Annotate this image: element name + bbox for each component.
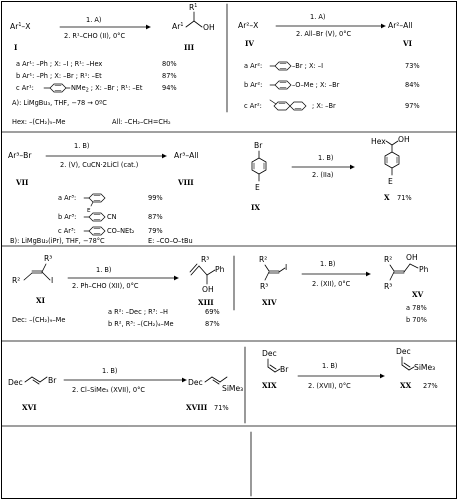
svg-text:E: E	[87, 208, 91, 214]
compound-label-VII: VII	[16, 178, 29, 187]
svg-text:2. (XII), 0°C: 2. (XII), 0°C	[312, 280, 351, 288]
svg-text:Ar³–All: Ar³–All	[174, 151, 199, 160]
svg-text:A): LiMgBu₃, THF, −78 → 0ºC: A): LiMgBu₃, THF, −78 → 0ºC	[12, 99, 107, 107]
svg-text:71%: 71%	[214, 404, 229, 412]
compound-label-XVIII: XVIII	[186, 403, 208, 412]
benzene-ring-icon	[44, 84, 70, 92]
svg-text:B): LiMgBu₂(iPr), THF, −78°C: B): LiMgBu₂(iPr), THF, −78°C	[10, 237, 105, 245]
compound-label-XX: XX	[400, 381, 412, 390]
compound-label-XIII: XIII	[198, 298, 214, 307]
svg-text:2. R¹–CHO (II), 0°C: 2. R¹–CHO (II), 0°C	[64, 32, 126, 40]
panel-7	[8, 367, 243, 412]
naphthalene-icon	[270, 100, 306, 110]
svg-text:2. Ph–CHO (XII), 0°C: 2. Ph–CHO (XII), 0°C	[72, 282, 139, 290]
svg-text:a 78%: a 78%	[406, 304, 427, 312]
svg-text:Ar²–X: Ar²–X	[238, 21, 259, 30]
compound-label-XIX: XIX	[262, 381, 277, 390]
svg-text:R1: $R^1$	[189, 3, 198, 12]
benzene-ring-icon	[270, 62, 291, 70]
svg-text:E: –CO–O–tBu: E: –CO–O–tBu	[148, 237, 193, 245]
svg-text:OH: OH	[398, 135, 410, 144]
compound-label-XI: XI	[36, 296, 45, 305]
panel-3	[8, 142, 199, 245]
panel-2	[238, 13, 420, 110]
svg-text:87%: 87%	[162, 72, 177, 80]
compound-label-IX: IX	[251, 203, 260, 212]
svg-text:R³: R³	[384, 282, 393, 291]
compound-label-XVI: XVI	[22, 403, 37, 412]
svg-text:1. B): 1. B)	[320, 260, 336, 268]
svg-text:CO–NEt₂: CO–NEt₂	[107, 227, 135, 235]
svg-text:OH: OH	[203, 23, 215, 32]
compound-label-XIV: XIV	[262, 298, 277, 307]
svg-text:c Ar²:: c Ar²:	[244, 102, 262, 110]
svg-text:Ph: Ph	[419, 265, 429, 274]
svg-text:Ar³–Br: Ar³–Br	[8, 151, 32, 160]
svg-text:b 70%: b 70%	[406, 316, 427, 324]
compound-label-I: I	[14, 43, 18, 52]
benzene-ring-icon	[84, 194, 105, 206]
svg-text:E: E	[255, 183, 260, 192]
svg-text:b Ar³:: b Ar³:	[58, 213, 77, 221]
panel-1	[10, 3, 215, 126]
compound-label-XV: XV	[412, 290, 424, 299]
svg-text:2. Cl–SiMe₃ (XVII), 0°C: 2. Cl–SiMe₃ (XVII), 0°C	[72, 386, 145, 394]
benzene-ring-icon	[270, 81, 291, 89]
svg-text:Dec: Dec	[262, 349, 277, 358]
panel-5	[12, 254, 225, 328]
svg-text:1. A): 1. A)	[86, 16, 102, 24]
svg-text:CN: CN	[107, 213, 117, 221]
svg-text:–O–Me ; X: –Br: –O–Me ; X: –Br	[292, 81, 340, 89]
svg-text:80%: 80%	[162, 60, 177, 68]
svg-text:OH: OH	[406, 253, 418, 262]
svg-text:Br: Br	[254, 141, 263, 150]
svg-text:a Ar²:: a Ar²:	[244, 62, 263, 70]
svg-text:NMe2; X: –Br ; R¹: –Et: NMe$_2$ ; X: –Br ; R¹: –Et	[71, 84, 143, 94]
svg-text:I: I	[51, 276, 54, 285]
svg-text:R²: R²	[259, 255, 268, 264]
svg-text:1. A): 1. A)	[310, 13, 326, 21]
panel-8	[262, 347, 438, 390]
svg-text:Ar1–X: Ar$^1$–X	[10, 22, 31, 31]
svg-text:OH: OH	[202, 285, 214, 294]
svg-text:1. B): 1. B)	[318, 154, 334, 162]
svg-text:R³: R³	[44, 254, 53, 263]
svg-text:R³: R³	[201, 255, 210, 264]
svg-text:99%: 99%	[148, 194, 163, 202]
svg-text:79%: 79%	[148, 227, 163, 235]
svg-text:b Ar²:: b Ar²:	[244, 81, 263, 89]
svg-text:97%: 97%	[405, 102, 420, 110]
compound-label-VIII: VIII	[178, 178, 194, 187]
svg-text:R²: R²	[12, 276, 21, 285]
compound-label-III: III	[184, 43, 195, 52]
svg-text:R²: R²	[384, 255, 393, 264]
svg-text:2. (XVII), 0°C: 2. (XVII), 0°C	[308, 382, 351, 390]
svg-text:84%: 84%	[405, 81, 420, 89]
benzene-ring-icon	[84, 227, 105, 235]
svg-text:1. B): 1. B)	[102, 367, 118, 375]
svg-text:a Ar¹: –Ph ; X: –I ; R¹: –Hex: a Ar¹: –Ph ; X: –I ; R¹: –Hex	[16, 60, 103, 68]
svg-text:Dec: –(CH₂)₉–Me: Dec: –(CH₂)₉–Me	[12, 316, 66, 324]
svg-text:SiMe₃: SiMe₃	[222, 384, 244, 393]
svg-text:Dec: Dec	[8, 378, 23, 387]
svg-text:Hex: Hex	[371, 137, 386, 146]
svg-text:87%: 87%	[148, 213, 163, 221]
svg-text:Ar²–All: Ar²–All	[388, 21, 413, 30]
svg-text:; X: –Br: ; X: –Br	[312, 102, 336, 110]
compound-label-VI: VI	[403, 39, 412, 48]
svg-text:73%: 73%	[405, 62, 420, 70]
svg-text:a Ar³:: a Ar³:	[58, 194, 77, 202]
svg-text:1. B): 1. B)	[74, 142, 90, 150]
svg-text:I: I	[285, 263, 288, 272]
svg-text:2. (IIa): 2. (IIa)	[312, 171, 334, 179]
svg-text:87%: 87%	[205, 320, 220, 328]
svg-text:71%: 71%	[397, 194, 412, 202]
svg-text:2. All–Br (V), 0°C: 2. All–Br (V), 0°C	[296, 30, 352, 38]
svg-text:1. B): 1. B)	[96, 266, 112, 274]
svg-text:R³: R³	[260, 282, 269, 291]
svg-text:Dec: Dec	[396, 347, 411, 356]
svg-text:E: E	[388, 177, 393, 186]
svg-text:69%: 69%	[205, 308, 220, 316]
svg-text:94%: 94%	[162, 84, 177, 92]
compound-label-X: X	[384, 193, 390, 202]
svg-text:Br: Br	[280, 365, 289, 374]
svg-text:a R²: –Dec ; R³: –H: a R²: –Dec ; R³: –H	[108, 308, 168, 316]
svg-text:–Br ; X: –I: –Br ; X: –I	[292, 62, 324, 70]
benzene-ring-icon	[84, 213, 105, 221]
svg-text:Hex: –(CH₂)₅–Me: Hex: –(CH₂)₅–Me	[12, 118, 66, 126]
svg-text:b Ar¹: –Ph ; X: –Br ; R¹: –Et: b Ar¹: –Ph ; X: –Br ; R¹: –Et	[16, 72, 102, 80]
svg-text:c Ar³:: c Ar³:	[58, 227, 76, 235]
svg-text:1. B): 1. B)	[322, 362, 338, 370]
svg-text:Br: Br	[48, 376, 57, 385]
panel-4	[251, 135, 412, 212]
svg-text:All: –CH₂–CH=CH₂: All: –CH₂–CH=CH₂	[112, 118, 171, 126]
svg-text:Ph: Ph	[215, 265, 225, 274]
svg-text:Dec: Dec	[188, 378, 203, 387]
svg-text:SiMe₃: SiMe₃	[414, 363, 436, 372]
svg-text:27%: 27%	[423, 382, 438, 390]
panel-6	[259, 253, 429, 324]
svg-text:b R², R³: –(CH₂)₄–Me: b R², R³: –(CH₂)₄–Me	[108, 320, 174, 328]
compound-label-IV: IV	[245, 39, 254, 48]
svg-text:2. (V), CuCN·2LiCl (cat.): 2. (V), CuCN·2LiCl (cat.)	[60, 161, 139, 169]
svg-text:c Ar¹:: c Ar¹:	[16, 84, 34, 92]
svg-text:Ar1: Ar$^1$	[172, 22, 184, 31]
